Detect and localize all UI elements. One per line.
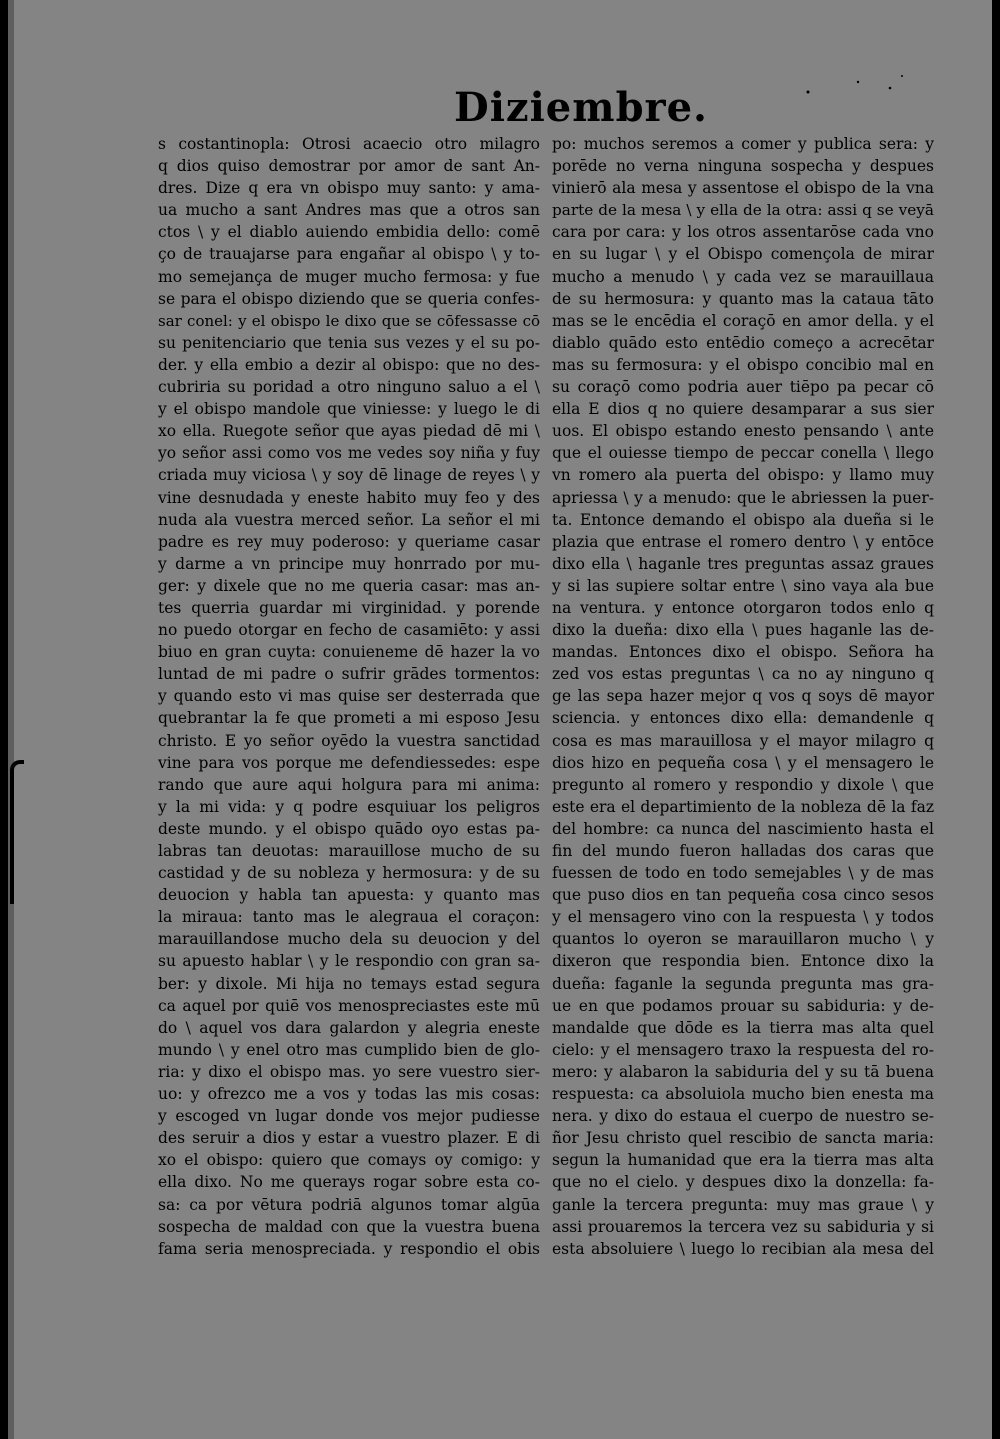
text-line: plazia que entrase el romero dentro \ y entōce [552,532,934,551]
text-line: zed vos estas preguntas \ ca no ay ninguno q [552,665,934,684]
text-line: ca aquel por quiē vos menospreciastes este mū [158,996,540,1015]
text-line: labras tan deuotas: marauillose mucho de su [158,842,540,860]
text-line: ua mucho a sant Andres mas que a otros san [158,201,540,220]
text-line: ganle la tercera pregunta: muy mas graue \ y [552,1195,934,1214]
text-line: parte de la mesa \ y ella de la otra: assi q se veyā [552,201,934,220]
text-line: vinierō ala mesa y assentose el obispo de la vna [552,179,934,198]
text-line: pregunto al romero y respondio y dixole \ que [552,775,934,794]
text-line: segun la humanidad que era la tierra mas alta [552,1151,934,1170]
text-line: cosa es mas marauillosa y el mayor milagro q [552,731,934,750]
text-line: vine para vos porque me defendiessedes: espe [158,753,540,772]
text-line: este era el departimiento de la nobleza dē la faz [552,797,934,816]
text-line: uos. El obispo estando enesto pensando \ ante [552,422,934,441]
text-line: dios hizo en pequeña cosa \ y el mensagero le [552,753,934,772]
text-line: po: muchos seremos a comer y publica sera: y [552,135,934,153]
text-line: luntad de mi padre o sufrir grādes tormentos: [158,665,540,684]
text-line: y el mensagero vino con la respuesta \ y todos [552,908,934,927]
text-line: quantos lo oyeron se marauillaron mucho \ y [552,930,934,949]
text-line: nera. y dixo do estaua el cuerpo de nuestro se- [552,1107,934,1126]
text-line: mero: y alabaron la sabiduria del y su tā buena [552,1062,934,1081]
text-line: dres. Dize q era vn obispo muy santo: y ama- [158,179,540,198]
text-line: dixeron que respondia bien. Entonce dixo la [552,952,934,971]
text-line: assi prouaremos la tercera vez su sabiduria y si [552,1217,934,1236]
text-line: y si las supiere soltar entre \ sino vaya ala bue [552,576,934,595]
text-line: diablo quādo esto entēdio começo a acrecētar [552,333,934,352]
text-line: rando que aure aqui holgura para mi anima: [158,775,540,794]
text-line: ber: y dixole. Mi hija no temays estad segura [158,974,540,993]
text-line: der. y ella embio a dezir al obispo: que no des- [158,355,540,374]
text-line: christo. E yo señor oyēdo la vuestra sanctidad [158,731,540,750]
text-line: ctos \ y el diablo auiendo embidia dello: comē [158,223,540,242]
left-text-column [158,133,540,1260]
text-line: fama seria menospreciada. y respondio el obis [158,1239,540,1258]
text-line: mandas. Entonces dixo el obispo. Señora ha [552,643,934,662]
text-line: fuessen de todo en todo semejables \ y de mas [552,864,934,883]
ink-specks [798,70,918,110]
text-line: tes querria guardar mi virginidad. y porende [158,598,540,617]
text-line: q dios quiso demostrar por amor de sant An- [158,157,540,176]
text-line: ella E dios q no quiere desamparar a sus sier [552,400,934,419]
text-line: ço de trauajarse para engañar al obispo \ y to- [158,245,540,264]
text-line: no puedo otorgar en fecho de casamiēto: y assi [158,621,540,640]
text-line: la miraua: tanto mas le alegraua el coraçon: [158,908,540,927]
text-line: sar conel: y el obispo le dixo que se cōfessasse cō [158,311,540,330]
text-line: ue en que podamos prouar su sabiduria: y de- [552,996,934,1015]
text-line: y escoged vn lugar donde vos mejor pudiesse [158,1107,540,1126]
text-line: fin del mundo fueron halladas dos caras que [552,842,934,860]
text-line: que puso dios en tan pequeña cosa cinco sesos [552,886,934,905]
text-line: padre es rey muy poderoso: y queriame casar [158,532,540,551]
text-line: porēde no verna ninguna sospecha y despues [552,157,934,176]
page-left-edge [8,0,14,1439]
text-line: ger: y dixele que no me queria casar: mas an- [158,576,540,595]
text-line: su penitenciario que tenia sus vezes y el su po- [158,333,540,352]
right-text-column [552,133,934,1260]
page-edge-mark [10,760,24,904]
text-line: cubriria su poridad a otro ninguno saluo a el \ [158,378,540,397]
text-line: en su lugar \ y el Obispo començola de mirar [552,245,934,264]
text-line: dixo ella \ haganle tres preguntas assaz graues [552,554,934,573]
text-line: dueña: faganle la segunda pregunta mas gra- [552,974,934,993]
text-line: del hombre: ca nunca del nascimiento hasta el [552,819,934,838]
text-line: esta absoluiere \ luego lo recibian ala mesa del [552,1239,934,1258]
text-line: mucho a menudo \ y cada vez se marauillaua [552,267,934,286]
text-line: deste mundo. y el obispo quādo oyo estas pa- [158,819,540,838]
text-line: vn romero ala puerta del obispo: y llamo muy [552,466,934,485]
text-line: dixo la dueña: dixo ella \ pues haganle las de- [552,621,934,640]
text-line: y quando esto vi mas quise ser desterrada que [158,687,540,706]
text-line: ta. Entonce demando el obispo ala dueña si le [552,510,934,529]
text-line: vine desnudada y eneste habito muy feo y des [158,488,540,507]
text-line: ella dixo. No me querays rogar sobre esta co- [158,1173,540,1192]
text-line: mundo \ y enel otro mas cumplido bien de glo- [158,1040,540,1059]
text-line: biuo en gran cuyta: conuieneme dē hazer la vo [158,643,540,662]
text-line: sospecha de maldad con que la vuestra buena [158,1217,540,1236]
text-line: xo ella. Ruegote señor que ayas piedad dē mi \ [158,422,540,441]
text-line: xo el obispo: quiero que comays oy comigo: y [158,1151,540,1170]
text-line: que no el cielo. y despues dixo la donzella: fa- [552,1173,934,1192]
text-line: na ventura. y entonce otorgaron todos enlo q [552,598,934,617]
text-line: yo señor assi como vos me vedes soy niña y fuy [158,444,540,463]
text-line: y la mi vida: y q podre esquiuar los peligros [158,797,540,816]
text-line: respuesta: ca absoluiola mucho bien enesta ma [552,1085,934,1104]
text-line: su apuesto hablar \ y le respondio con gran sa- [158,952,540,971]
text-line: mo semejança de muger mucho fermosa: y fue [158,267,540,286]
text-line: uo: y ofrezco me a vos y todas las mis cosas: [158,1085,540,1104]
text-line: castidad y de su nobleza y hermosura: y de su [158,864,540,883]
text-line: des seruir a dios y estar a vuestro plazer. E di [158,1129,540,1148]
text-line: ñor Jesu christo quel rescibio de sancta maria: [552,1129,934,1148]
text-line: mas se le encēdia el coraçō en amor della. y el [552,311,934,330]
text-line: do \ aquel vos dara galardon y alegria eneste [158,1018,540,1037]
text-line: nuda ala vuestra merced señor. La señor el mi [158,510,540,529]
text-line: su coraçō como podria auer tiēpo pa pecar cō [552,378,934,397]
text-line: quebrantar la fe que prometi a mi esposo Jesu [158,709,540,728]
text-line: mas su fermosura: y el obispo concibio mal en [552,355,934,374]
text-line: s costantinopla: Otrosi acaecio otro milagro [158,135,540,153]
text-line: y darme a vn principe muy honrrado por mu- [158,554,540,573]
text-line: cara por cara: y los otros assentarōse cada vno [552,223,934,242]
text-line: apriessa \ y a menudo: que le abriessen la puer- [552,488,934,507]
text-line: que el ouiesse tiempo de peccar conella \ llego [552,444,934,463]
text-line: deuocion y habla tan apuesta: y quanto mas [158,886,540,905]
text-line: sciencia. y entonces dixo ella: demandenle q [552,709,934,728]
running-title: Diziembre. [454,84,708,131]
text-line: mandalde que dōde es la tierra mas alta quel [552,1018,934,1037]
text-line: y el obispo mandole que viniesse: y luego le di [158,400,540,419]
text-line: marauillandose mucho dela su deuocion y del [158,930,540,949]
book-page [8,0,992,1439]
text-line: de su hermosura: y quanto mas la cataua tāto [552,289,934,308]
text-line: ge las sepa hazer mejor q vos q soys dē mayor [552,687,934,706]
text-line: cielo: y el mensagero traxo la respuesta del ro- [552,1040,934,1059]
text-line: sa: ca por vētura podriā algunos tomar algūa [158,1195,540,1214]
text-line: criada muy viciosa \ y soy dē linage de reyes \ y [158,466,540,485]
text-line: se para el obispo diziendo que se queria confes- [158,289,540,308]
text-line: ria: y dixo el obispo mas. yo sere vuestro sier- [158,1062,540,1081]
